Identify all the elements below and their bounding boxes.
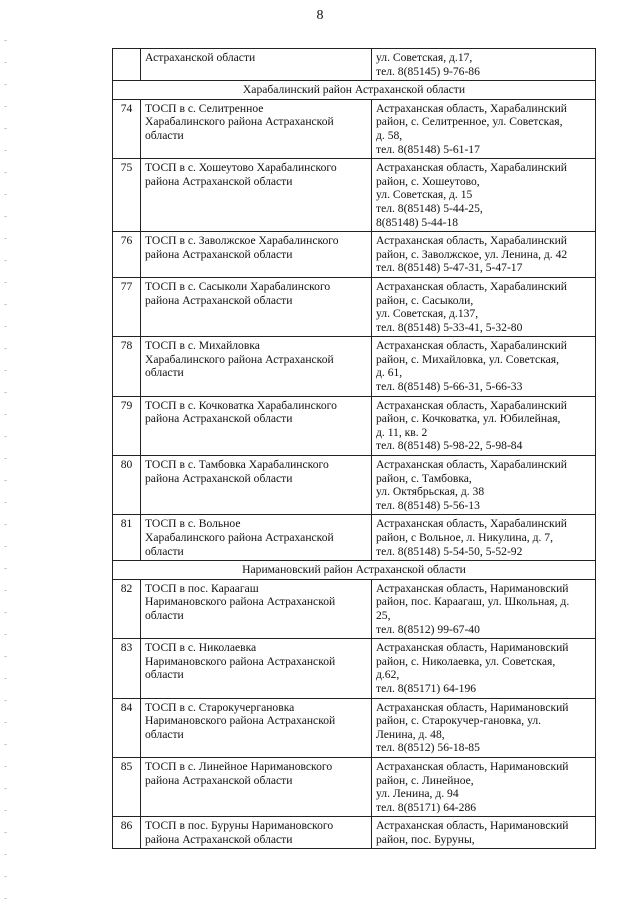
row-number: 79 (113, 396, 141, 455)
address-line: район, с. Заволжское, ул. Ленина, д. 42 (376, 247, 568, 261)
address-cell (372, 757, 596, 816)
address-line: район, с Вольное, л. Никулина, д. 7, (376, 531, 553, 544)
address-line: тел. 8(85148) 5-56-13 (376, 498, 480, 512)
office-name-line: ТОСП в с. Михайловка (145, 339, 260, 353)
table-row (113, 232, 596, 278)
office-name-cell (141, 159, 372, 232)
row-number: 74 (113, 99, 141, 158)
office-name-cell (141, 277, 372, 336)
address-line: Астраханская область, Наримановский (376, 819, 569, 833)
office-name-line: района Астраханской области (145, 773, 293, 787)
row-number (113, 49, 141, 81)
office-name-cell (141, 456, 372, 515)
address-line: район, с. Кочковатка, ул. Юбилейная, (376, 412, 561, 426)
page-number: 8 (316, 8, 324, 23)
office-name-line: Наримановского района Астраханской (145, 654, 336, 668)
address-line: 8(85148) 5-44-18 (376, 215, 459, 229)
office-name-line: района Астраханской области (145, 832, 293, 846)
address-line: район, с. Сасыколи, (376, 293, 474, 307)
registry-table (112, 48, 596, 849)
row-number: 78 (113, 337, 141, 396)
office-name-cell (141, 698, 372, 757)
address-line: район, с. Тамбовка, (376, 471, 472, 485)
address-line: район, пос. Буруны, (376, 832, 475, 846)
office-name-line: Харабалинского района Астраханской (145, 352, 334, 366)
office-name-line: района Астраханской области (145, 174, 293, 188)
table-row (113, 639, 596, 698)
address-line: д. 11, кв. 2 (376, 425, 428, 439)
address-line: Астраханская область, Наримановский (376, 581, 569, 595)
address-line: район, с. Николаевка, ул. Советская, (376, 654, 556, 668)
office-name-line: области (145, 668, 184, 682)
address-line: Астраханская область, Харабалинский (376, 398, 567, 412)
office-name-line: ТОСП в пос. Буруны Наримановского (145, 819, 334, 833)
address-line: тел. 8(85148) 5-47-31, 5-47-17 (376, 261, 523, 275)
address-line: район, пос. Караагаш, ул. Школьная, д. (376, 595, 570, 609)
table-row (113, 337, 596, 396)
office-name-line: ТОСП в с. Кочковатка Харабалинского (145, 398, 337, 412)
table-row (113, 515, 596, 561)
address-line: Астраханская область, Харабалинский (376, 161, 567, 175)
address-cell (372, 277, 596, 336)
office-name-cell (141, 579, 372, 638)
address-cell (372, 579, 596, 638)
table-row (113, 396, 596, 455)
office-name-line: ТОСП в пос. Караагаш (145, 581, 259, 595)
office-name-line: Астраханской области (145, 51, 256, 64)
address-cell (372, 515, 596, 561)
address-line: тел. 8(85148) 5-61-17 (376, 142, 480, 156)
office-name-line: района Астраханской области (145, 293, 293, 307)
address-line: тел. 8(85171) 64-286 (376, 800, 477, 814)
address-line: ул. Октябрьская, д. 38 (376, 485, 485, 499)
row-number: 80 (113, 456, 141, 515)
office-name-cell (141, 337, 372, 396)
address-line: тел. 8(8512) 56-18-85 (376, 741, 480, 755)
address-line: тел. 8(85171) 64-196 (376, 681, 477, 695)
office-name-line: Наримановского района Астраханской (145, 714, 336, 728)
address-line: район, с. Михайловка, ул. Советская, (376, 352, 559, 366)
address-line: Астраханская область, Харабалинский (376, 458, 567, 472)
address-line: тел. 8(85148) 5-44-25, (376, 201, 483, 215)
address-line: тел. 8(8512) 99-67-40 (376, 622, 480, 636)
table-row (113, 817, 596, 849)
address-cell (372, 159, 596, 232)
office-name-cell (141, 49, 372, 81)
office-name-line: ТОСП в с. Тамбовка Харабалинского (145, 458, 329, 472)
row-number: 82 (113, 579, 141, 638)
scan-edge-marks (4, 40, 7, 900)
office-name-line: ТОСП в с. Заволжское Харабалинского (145, 234, 339, 248)
address-line: Астраханская область, Харабалинский (376, 517, 567, 531)
address-line: район, с. Старокучер-гановка, ул. (376, 714, 542, 728)
row-number: 86 (113, 817, 141, 849)
section-title: Наримановский район Астраханской области (113, 561, 596, 580)
address-line: ул. Советская, д. 15 (376, 188, 473, 202)
office-name-cell (141, 515, 372, 561)
office-name-cell (141, 639, 372, 698)
office-name-line: ТОСП в с. Сасыколи Харабалинского (145, 279, 331, 293)
table-row (113, 579, 596, 638)
address-line: район, с. Селитренное, ул. Советская, (376, 115, 563, 129)
office-name-cell (141, 757, 372, 816)
table-row (113, 757, 596, 816)
address-line: 25, (376, 608, 391, 622)
office-name-line: района Астраханской области (145, 412, 293, 426)
table-row (113, 698, 596, 757)
row-number: 83 (113, 639, 141, 698)
office-name-line: ТОСП в с. Линейное Наримановского (145, 759, 333, 773)
row-number: 75 (113, 159, 141, 232)
table-row (113, 49, 596, 81)
address-line: Астраханская область, Наримановский (376, 759, 569, 773)
table-row (113, 99, 596, 158)
office-name-line: Харабалинского района Астраханской (145, 115, 334, 129)
address-line: Астраханская область, Наримановский (376, 700, 569, 714)
address-line: район, с. Хошеутово, (376, 174, 480, 188)
address-cell (372, 698, 596, 757)
address-cell (372, 49, 596, 81)
address-line: тел. 8(85148) 5-54-50, 5-52-92 (376, 544, 523, 558)
address-cell (372, 337, 596, 396)
office-name-line: области (145, 608, 184, 622)
office-name-line: ТОСП в с. Старокучергановка (145, 700, 295, 714)
office-name-line: ТОСП в с. Николаевка (145, 641, 257, 655)
office-name-cell (141, 99, 372, 158)
office-name-cell (141, 232, 372, 278)
table-row (113, 277, 596, 336)
address-line: ул. Советская, д.17, (376, 51, 473, 64)
address-line: тел. 8(85145) 9-76-86 (376, 64, 480, 78)
office-name-line: района Астраханской области (145, 247, 293, 261)
office-name-line: области (145, 727, 184, 741)
address-line: Астраханская область, Харабалинский (376, 339, 567, 353)
address-line: Астраханская область, Харабалинский (376, 279, 567, 293)
address-line: район, с. Линейное, (376, 773, 474, 787)
address-cell (372, 99, 596, 158)
office-name-line: области (145, 128, 184, 142)
office-name-cell (141, 396, 372, 455)
address-cell (372, 456, 596, 515)
office-name-line: ТОСП в с. Селитренное (145, 101, 264, 115)
address-line: ул. Советская, д.137, (376, 307, 479, 321)
table-row (113, 159, 596, 232)
table-row (113, 456, 596, 515)
address-line: Астраханская область, Харабалинский (376, 101, 567, 115)
office-name-cell (141, 817, 372, 849)
section-title: Харабалинский район Астраханской области (113, 81, 596, 100)
row-number: 76 (113, 232, 141, 278)
address-line: Астраханская область, Наримановский (376, 641, 569, 655)
address-line: д.62, (376, 668, 400, 682)
address-cell (372, 396, 596, 455)
office-name-line: Наримановского района Астраханской (145, 595, 336, 609)
office-name-line: ТОСП в с. Вольное (145, 517, 241, 531)
office-name-line: ТОСП в с. Хошеутово Харабалинского (145, 161, 337, 175)
registry-table-body (113, 49, 596, 849)
address-line: Ленина, д. 48, (376, 727, 445, 741)
office-name-line: области (145, 544, 184, 558)
address-line: тел. 8(85148) 5-66-31, 5-66-33 (376, 380, 523, 394)
section-header-row (113, 81, 596, 100)
section-header-row (113, 561, 596, 580)
address-cell (372, 817, 596, 849)
office-name-line: области (145, 366, 184, 380)
row-number: 81 (113, 515, 141, 561)
address-line: д. 58, (376, 128, 403, 142)
address-line: ул. Ленина, д. 94 (376, 787, 459, 801)
row-number: 84 (113, 698, 141, 757)
office-name-line: Харабалинского района Астраханской (145, 531, 334, 544)
address-line: тел. 8(85148) 5-98-22, 5-98-84 (376, 439, 523, 453)
address-cell (372, 232, 596, 278)
row-number: 85 (113, 757, 141, 816)
address-line: тел. 8(85148) 5-33-41, 5-32-80 (376, 320, 523, 334)
address-line: д. 61, (376, 366, 403, 380)
address-cell (372, 639, 596, 698)
address-line: Астраханская область, Харабалинский (376, 234, 567, 248)
office-name-line: района Астраханской области (145, 471, 293, 485)
row-number: 77 (113, 277, 141, 336)
